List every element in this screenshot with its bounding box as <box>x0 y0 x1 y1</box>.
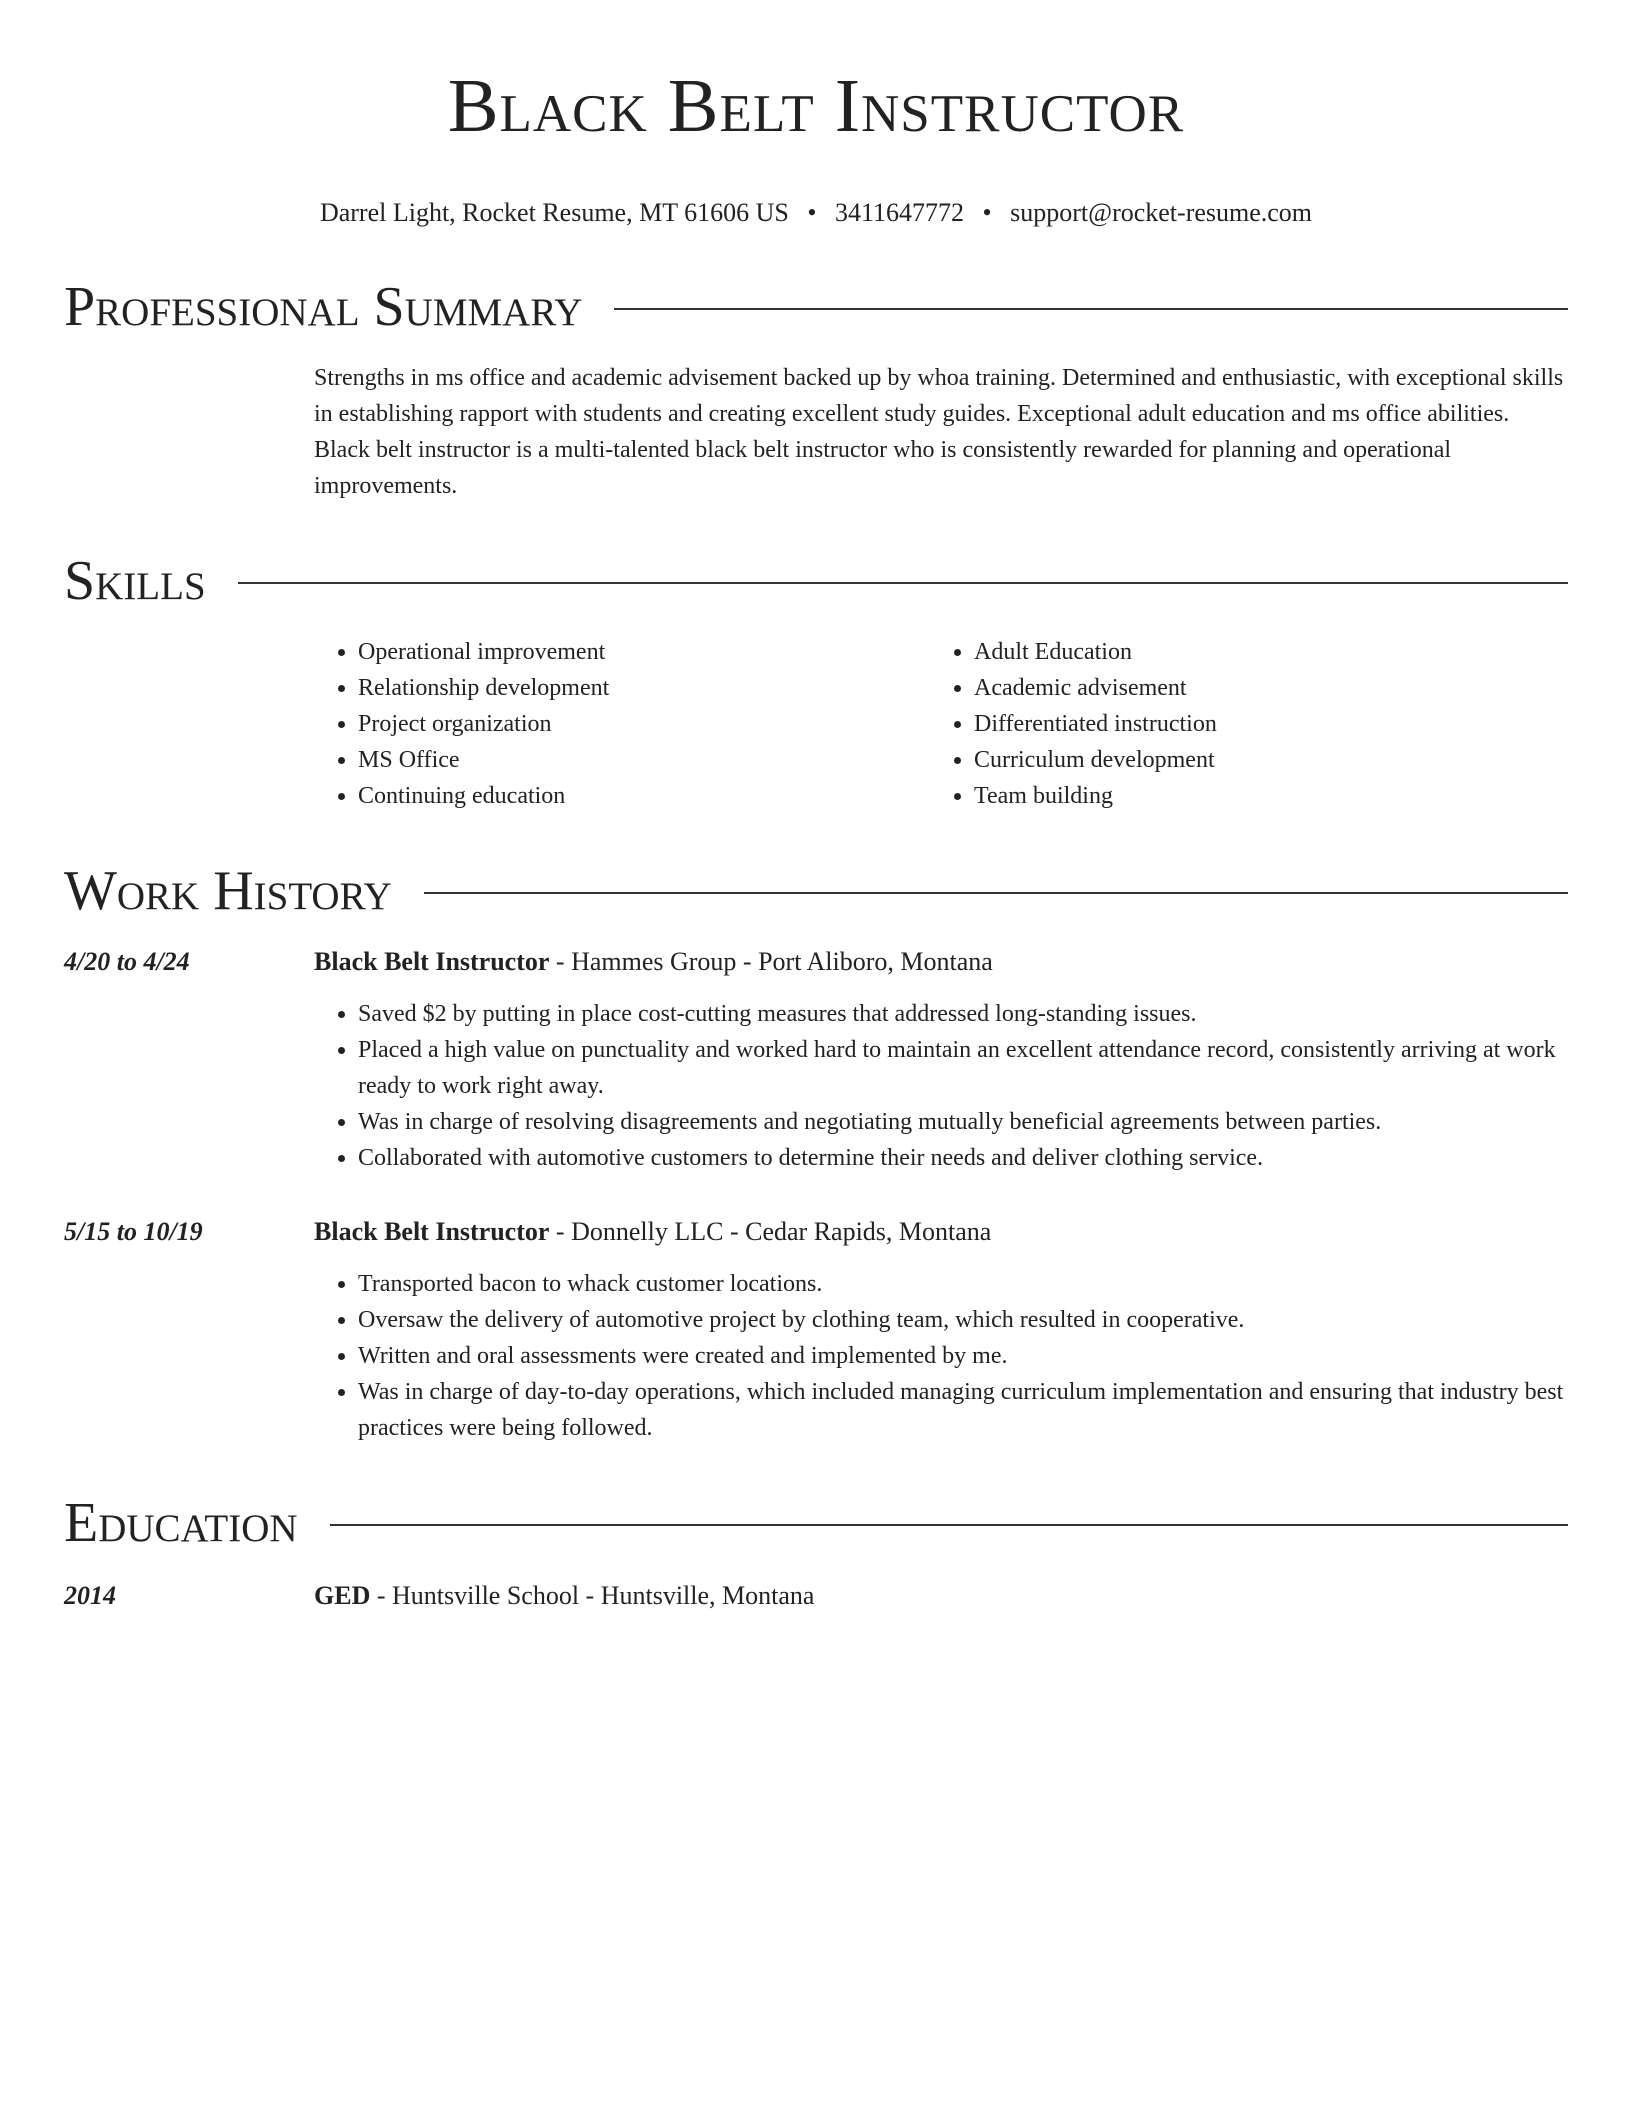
work-bullet: • Was in charge of resolving disagreements and negotiating mutually beneficial agreements between parties. <box>358 1104 1568 1140</box>
section-divider <box>330 1524 1568 1526</box>
work-bullets <box>314 996 1568 1176</box>
education-section <box>64 1490 1568 1616</box>
skill-item: • Operational improvement <box>358 634 930 670</box>
skill-item: • Adult Education <box>974 634 1546 670</box>
section-title-education: Education <box>64 1492 298 1554</box>
contact-phone: 3411647772 <box>834 198 965 227</box>
section-title-summary: Professional Summary <box>64 276 583 338</box>
work-dates: 4/20 to 4/24 <box>64 947 190 976</box>
skills-columns <box>314 634 1568 814</box>
work-bullet: • Placed a high value on punctuality and worked hard to maintain an excellent attendance record, consistently arriving at work ready to work right away. <box>358 1032 1568 1104</box>
section-header <box>64 274 1568 340</box>
work-entry-heading <box>314 1212 1568 1252</box>
job-employer-location: - Donnelly LLC - Cedar Rapids, Montana <box>549 1217 992 1246</box>
section-divider <box>424 892 1568 894</box>
skill-item: • Differentiated instruction <box>974 706 1546 742</box>
job-title: Black Belt Instructor <box>314 1217 550 1246</box>
work-entry-body <box>314 1212 1568 1446</box>
section-divider <box>238 582 1568 584</box>
work-bullet: • Collaborated with automotive customers to determine their needs and deliver clothing service. <box>358 1140 1568 1176</box>
skills-list-right <box>930 634 1546 814</box>
section-divider <box>614 308 1568 310</box>
skill-item: • Team building <box>974 778 1546 814</box>
skill-item: • Relationship development <box>358 670 930 706</box>
contact-email: support@rocket-resume.com <box>1010 198 1313 227</box>
education-year: 2014 <box>64 1581 116 1610</box>
skill-item: • Curriculum development <box>974 742 1546 778</box>
skill-item: • Project organization <box>358 706 930 742</box>
work-bullet: • Written and oral assessments were created and implemented by me. <box>358 1338 1568 1374</box>
education-entry-body <box>314 1576 1568 1616</box>
resume-title: Black Belt Instructor <box>447 64 1185 148</box>
school-location: - Huntsville School - Huntsville, Montana <box>370 1581 815 1610</box>
work-bullet: • Oversaw the delivery of automotive project by clothing team, which resulted in cooperative. <box>358 1302 1568 1338</box>
job-employer-location: - Hammes Group - Port Aliboro, Montana <box>549 947 993 976</box>
contact-address: Darrel Light, Rocket Resume, MT 61606 US <box>319 198 789 227</box>
job-title: Black Belt Instructor <box>314 947 550 976</box>
skill-item: • Continuing education <box>358 778 930 814</box>
work-entry <box>64 1212 1568 1446</box>
work-history-section <box>64 858 1568 1446</box>
section-header <box>64 1490 1568 1556</box>
section-header <box>64 548 1568 614</box>
work-bullet: • Transported bacon to whack customer locations. <box>358 1266 1568 1302</box>
summary-section <box>64 274 1568 504</box>
work-bullets <box>314 1266 1568 1446</box>
contact-separator: • <box>982 198 992 227</box>
section-header <box>64 858 1568 924</box>
section-title-skills: Skills <box>64 550 206 612</box>
summary-text: Strengths in ms office and academic advisement backed up by whoa training. Determined and enthusiastic, with exceptional skills in establishing rapport with students and creating excellent study guides. Exceptional adult education and ms office abilities. Black belt instructor is a multi-talented black belt instructor who is consistently rewarded for planning and operational improvements. <box>314 365 1564 499</box>
section-title-work-history: Work History <box>64 860 392 922</box>
education-heading <box>314 1576 1568 1616</box>
work-dates: 5/15 to 10/19 <box>64 1217 203 1246</box>
work-entry-heading <box>314 942 1568 982</box>
skill-item: • Academic advisement <box>974 670 1546 706</box>
work-entry <box>64 942 1568 1176</box>
contact-separator: • <box>807 198 817 227</box>
skills-list-left <box>314 634 930 814</box>
work-bullet: • Was in charge of day-to-day operations, which included managing curriculum implementation and ensuring that industry best practices were being followed. <box>358 1374 1568 1446</box>
education-entry <box>64 1576 1568 1616</box>
contact-line <box>64 196 1568 230</box>
skills-section <box>64 548 1568 814</box>
work-bullet: • Saved $2 by putting in place cost-cutting measures that addressed long-standing issues. <box>358 996 1568 1032</box>
skill-item: • MS Office <box>358 742 930 778</box>
degree: GED <box>314 1581 371 1610</box>
work-entry-body <box>314 942 1568 1176</box>
